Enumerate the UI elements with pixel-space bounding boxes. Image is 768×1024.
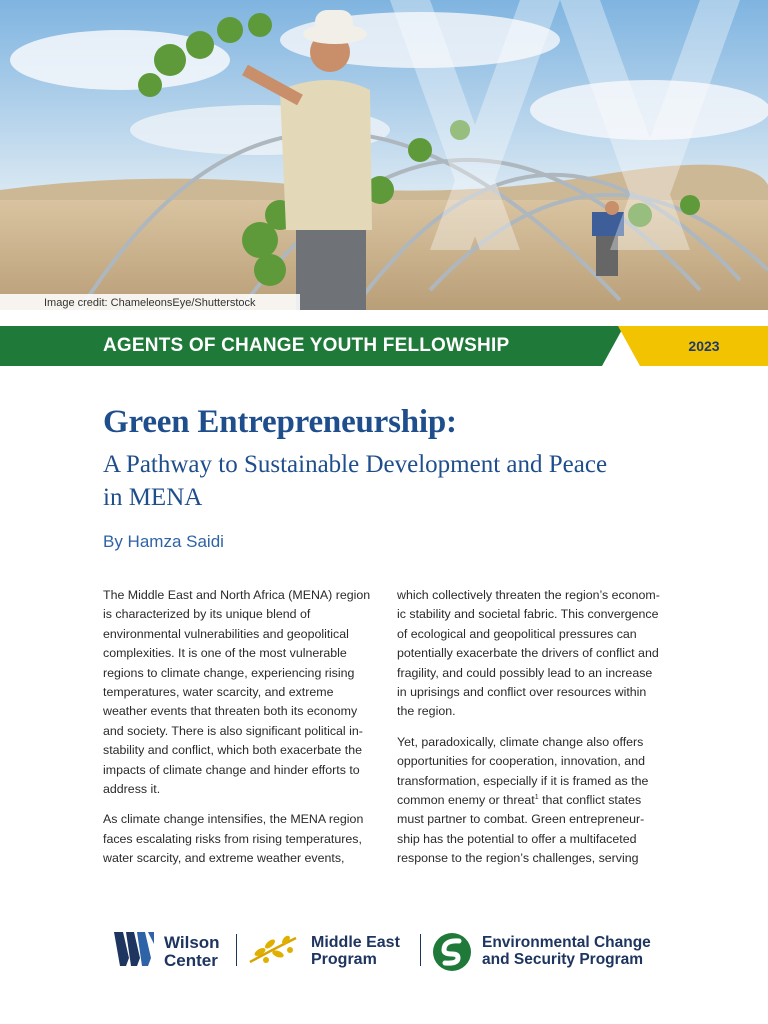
body-column-left	[103, 586, 371, 880]
logo-line: Program	[311, 951, 377, 968]
logo-line: Environmental Change	[482, 934, 651, 951]
logo-line: Middle East	[311, 934, 400, 951]
paragraph-text: that conflict states must partner to combat. Green entrepreneur-ship has the potential to offer a multifaceted response to the region’s challenges, serving	[397, 793, 645, 866]
banner-year: 2023	[688, 338, 720, 354]
page-subtitle: A Pathway to Sustainable Development and Peace in MENA	[103, 451, 608, 511]
hero-photo	[0, 0, 768, 310]
fellowship-banner-title: AGENTS OF CHANGE YOUTH FELLOWSHIP	[103, 335, 510, 356]
paragraph-text: Yet, paradoxically, climate change also offers opportunities for cooperation, innovation, and transformation, especially if it is framed as the common enemy or threat	[397, 734, 649, 808]
paragraph	[397, 733, 665, 869]
footer-divider	[420, 934, 421, 966]
footnote-ref[interactable]: 1	[534, 793, 539, 801]
ecsp-logo	[432, 932, 472, 977]
footer-divider	[236, 934, 237, 966]
page-title: Green Entrepreneurship:	[103, 404, 457, 440]
paragraph: The Middle East and North Africa (MENA) region is characterized by its unique blend of environmental vulnerabilities and geopolitical complexities. It is one of the most vulnerable regions to climate change, experiencing rising temperatures, water scarcity, and extreme weather events that threaten both its economy and society. There is also significant political in-stability and conflict, which both exacerbate the impacts of climate change and hinder efforts to address it.	[103, 588, 371, 797]
wilson-w-icon	[114, 932, 154, 966]
image-credit: Image credit: ChameleonsEye/Shutterstock	[0, 294, 300, 310]
body-column-right	[397, 586, 665, 880]
ecsp-swirl-icon	[432, 932, 472, 972]
paragraph: As climate change intensifies, the MENA region faces escalating risks from rising temperatures, water scarcity, and extreme weather events,	[103, 812, 364, 866]
footer-logos	[0, 928, 768, 976]
author-byline: By Hamza Saidi	[103, 532, 224, 551]
logo-line: Wilson	[164, 933, 220, 952]
greenhouse-photo	[0, 0, 768, 310]
logo-line: and Security Program	[482, 951, 644, 968]
mep-logo	[246, 932, 300, 973]
paragraph: which collectively threaten the region’s econom-ic stability and societal fabric. This convergence of ecological and geopolitical pressures can potentially exacerbate the drivers of conflict and fragility, and could possibly lead to an increase in uprisings and conflict over resources within the region.	[397, 588, 660, 719]
olive-branch-icon	[246, 932, 300, 968]
wilson-logo	[114, 932, 154, 971]
ecsp-logo-text	[482, 934, 651, 968]
wilson-logo-text	[164, 934, 220, 970]
logo-line: Center	[164, 951, 218, 970]
mep-logo-text	[311, 934, 400, 968]
